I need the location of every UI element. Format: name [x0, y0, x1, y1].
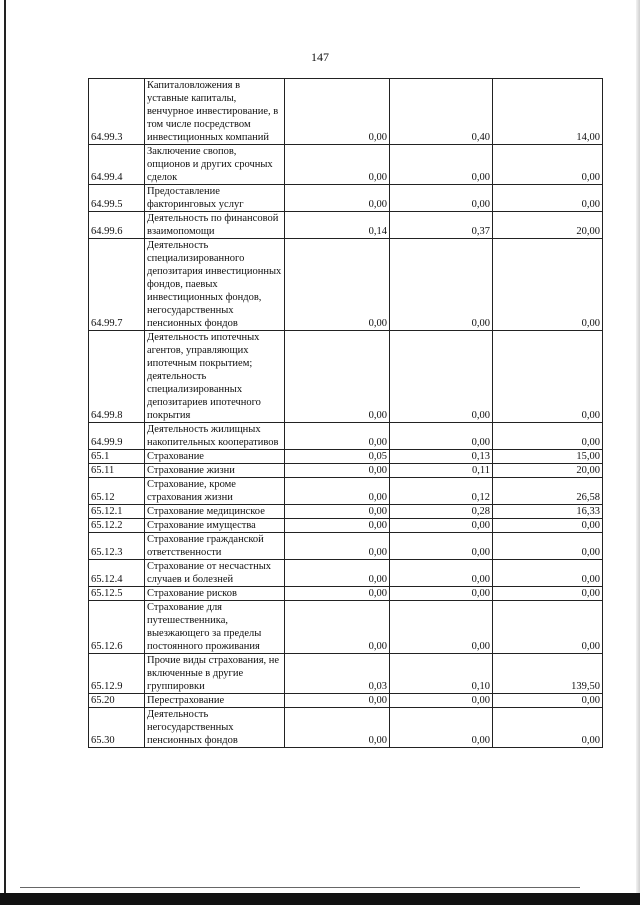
row-value-1: 0,00 — [285, 79, 390, 145]
table-row — [89, 331, 603, 423]
row-value-2: 0,00 — [390, 560, 493, 587]
row-value-2: 0,00 — [390, 145, 493, 185]
row-code: 64.99.7 — [89, 239, 145, 331]
row-code: 64.99.4 — [89, 145, 145, 185]
row-value-2: 0,12 — [390, 478, 493, 505]
row-value-1: 0,00 — [285, 478, 390, 505]
row-name: Страхование имущества — [145, 519, 285, 533]
row-code: 65.12.6 — [89, 601, 145, 654]
scan-right-edge — [636, 0, 640, 905]
row-name: Страхование для путешественника, выезжающего за пределы постоянного проживания — [145, 601, 285, 654]
row-value-2: 0,00 — [390, 185, 493, 212]
table-row — [89, 654, 603, 694]
row-value-1: 0,00 — [285, 145, 390, 185]
row-value-1: 0,00 — [285, 464, 390, 478]
row-code: 64.99.9 — [89, 423, 145, 450]
footer-rule — [20, 887, 580, 888]
row-code: 65.12.5 — [89, 587, 145, 601]
row-value-1: 0,00 — [285, 185, 390, 212]
table-row — [89, 79, 603, 145]
row-code: 65.12.9 — [89, 654, 145, 694]
table-row — [89, 505, 603, 519]
row-name: Страхование от несчастных случаев и болезней — [145, 560, 285, 587]
table-row — [89, 694, 603, 708]
scan-left-edge — [4, 0, 6, 905]
row-name: Страхование, кроме страхования жизни — [145, 478, 285, 505]
table-row — [89, 478, 603, 505]
table-row — [89, 601, 603, 654]
row-name: Деятельность негосударственных пенсионных фондов — [145, 708, 285, 748]
row-value-3: 16,33 — [493, 505, 603, 519]
row-code: 64.99.5 — [89, 185, 145, 212]
row-value-1: 0,00 — [285, 560, 390, 587]
row-code: 64.99.3 — [89, 79, 145, 145]
scan-bottom-edge — [0, 893, 640, 905]
row-value-3: 20,00 — [493, 464, 603, 478]
row-value-2: 0,00 — [390, 694, 493, 708]
row-code: 65.12.2 — [89, 519, 145, 533]
row-value-1: 0,00 — [285, 601, 390, 654]
row-value-1: 0,00 — [285, 708, 390, 748]
table-row — [89, 185, 603, 212]
row-value-3: 0,00 — [493, 145, 603, 185]
row-value-2: 0,10 — [390, 654, 493, 694]
row-value-3: 0,00 — [493, 239, 603, 331]
row-value-3: 139,50 — [493, 654, 603, 694]
row-code: 65.12.3 — [89, 533, 145, 560]
row-value-3: 0,00 — [493, 331, 603, 423]
row-code: 65.11 — [89, 464, 145, 478]
row-value-3: 0,00 — [493, 423, 603, 450]
row-value-1: 0,00 — [285, 694, 390, 708]
table-row — [89, 519, 603, 533]
row-value-2: 0,13 — [390, 450, 493, 464]
table-row — [89, 239, 603, 331]
row-name: Деятельность специализированного депозитария инвестиционных фондов, паевых инвестиционных фондов, негосударственных пенсионных фондов — [145, 239, 285, 331]
row-code: 65.30 — [89, 708, 145, 748]
table-row — [89, 423, 603, 450]
table-row — [89, 145, 603, 185]
row-value-3: 0,00 — [493, 185, 603, 212]
row-value-2: 0,40 — [390, 79, 493, 145]
row-name: Страхование медицинское — [145, 505, 285, 519]
row-value-2: 0,00 — [390, 423, 493, 450]
row-name: Капиталовложения в уставные капиталы, венчурное инвестирование, в том числе посредством инвестиционных компаний — [145, 79, 285, 145]
row-value-1: 0,00 — [285, 533, 390, 560]
row-value-1: 0,14 — [285, 212, 390, 239]
table-row — [89, 560, 603, 587]
row-value-2: 0,00 — [390, 708, 493, 748]
row-value-3: 0,00 — [493, 533, 603, 560]
row-value-1: 0,00 — [285, 423, 390, 450]
row-name: Предоставление факторинговых услуг — [145, 185, 285, 212]
row-value-3: 0,00 — [493, 601, 603, 654]
row-name: Заключение свопов, опционов и других срочных сделок — [145, 145, 285, 185]
row-code: 65.12 — [89, 478, 145, 505]
row-code: 65.1 — [89, 450, 145, 464]
row-name: Страхование — [145, 450, 285, 464]
row-name: Прочие виды страхования, не включенные в другие группировки — [145, 654, 285, 694]
row-code: 64.99.6 — [89, 212, 145, 239]
row-value-3: 0,00 — [493, 519, 603, 533]
row-value-3: 15,00 — [493, 450, 603, 464]
table-row — [89, 708, 603, 748]
row-value-1: 0,00 — [285, 331, 390, 423]
row-code: 65.20 — [89, 694, 145, 708]
row-value-2: 0,11 — [390, 464, 493, 478]
page-number: 147 — [311, 50, 329, 64]
row-value-1: 0,00 — [285, 505, 390, 519]
table-row — [89, 450, 603, 464]
row-value-1: 0,00 — [285, 587, 390, 601]
data-table — [88, 78, 603, 748]
row-name: Деятельность жилищных накопительных кооперативов — [145, 423, 285, 450]
row-value-1: 0,00 — [285, 239, 390, 331]
row-value-1: 0,00 — [285, 519, 390, 533]
row-name: Перестрахование — [145, 694, 285, 708]
row-name: Деятельность ипотечных агентов, управляющих ипотечным покрытием; деятельность специализированных депозитариев ипотечного покрытия — [145, 331, 285, 423]
row-value-2: 0,37 — [390, 212, 493, 239]
row-name: Деятельность по финансовой взаимопомощи — [145, 212, 285, 239]
row-value-2: 0,00 — [390, 587, 493, 601]
table-row — [89, 212, 603, 239]
row-code: 65.12.1 — [89, 505, 145, 519]
row-value-3: 0,00 — [493, 560, 603, 587]
row-name: Страхование жизни — [145, 464, 285, 478]
row-value-2: 0,00 — [390, 519, 493, 533]
row-value-2: 0,28 — [390, 505, 493, 519]
row-value-1: 0,03 — [285, 654, 390, 694]
row-value-2: 0,00 — [390, 533, 493, 560]
table-row — [89, 464, 603, 478]
row-name: Страхование рисков — [145, 587, 285, 601]
row-value-3: 0,00 — [493, 587, 603, 601]
row-value-3: 26,58 — [493, 478, 603, 505]
row-code: 64.99.8 — [89, 331, 145, 423]
row-value-3: 0,00 — [493, 708, 603, 748]
row-value-3: 14,00 — [493, 79, 603, 145]
row-value-2: 0,00 — [390, 239, 493, 331]
row-name: Страхование гражданской ответственности — [145, 533, 285, 560]
row-value-2: 0,00 — [390, 601, 493, 654]
table-row — [89, 587, 603, 601]
row-value-2: 0,00 — [390, 331, 493, 423]
row-value-3: 0,00 — [493, 694, 603, 708]
row-code: 65.12.4 — [89, 560, 145, 587]
row-value-3: 20,00 — [493, 212, 603, 239]
row-value-1: 0,05 — [285, 450, 390, 464]
table-row — [89, 533, 603, 560]
